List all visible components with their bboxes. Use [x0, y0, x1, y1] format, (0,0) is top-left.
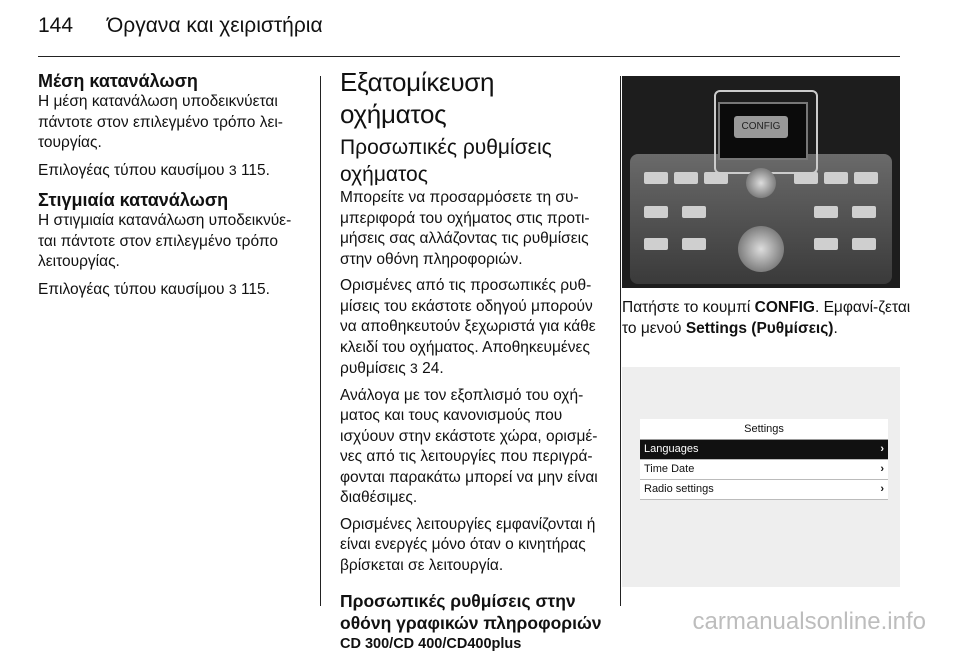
settings-title: Settings: [640, 419, 888, 440]
paragraph: Η στιγμιαία κατανάλωση υποδεικνύε-ται πάντοτε στον επιλεγμένο τρόπο λειτουργίας.: [38, 212, 292, 270]
paragraph: Η μέση κατανάλωση υποδεικνύεται πάντοτε στον επιλεγμένο τρόπο λει-τουργίας.: [38, 93, 283, 151]
preset-button: [674, 172, 698, 184]
column-1: [38, 70, 303, 306]
preset-button: [854, 172, 878, 184]
cross-reference: Επιλογέας τύπου καυσίμου 3 115.: [38, 161, 270, 179]
settings-screen-image: [622, 367, 900, 587]
volume-knob: [746, 168, 776, 198]
page-ref-icon: 3: [410, 360, 418, 376]
function-button: [644, 206, 668, 218]
paragraph: Μπορείτε να προσαρμόσετε τη συ-μπεριφορά του οχήματος στις προτι-μήσεις σας αλλάζοντας τις ρυθμίσεις στην οθόνη πληροφοριών.: [340, 189, 590, 268]
menu-item-radio-settings: Radio settings ›: [640, 480, 888, 500]
chevron-right-icon: ›: [880, 463, 884, 475]
header-rule: [38, 56, 900, 57]
chevron-right-icon: ›: [880, 443, 884, 455]
function-button: [814, 238, 838, 250]
page-number: 144: [38, 14, 74, 37]
caption: Πατήστε το κουμπί CONFIG. Εμφανί-ζεται το μενού Settings (Ρυθμίσεις).: [622, 299, 911, 337]
section-title: Προσωπικές ρυθμίσεις οχήματος: [340, 136, 552, 186]
function-button: [644, 238, 668, 250]
column-2: [340, 66, 606, 652]
watermark: carmanualsonline.info: [692, 608, 926, 635]
dashboard-photo: [622, 76, 900, 288]
preset-button: [704, 172, 728, 184]
menu-item-languages: Languages ›: [640, 440, 888, 460]
cross-reference: Επιλογέας τύπου καυσίμου 3 115.: [38, 280, 270, 298]
heading-average-consumption: Μέση κατανάλωση: [38, 71, 198, 91]
column-divider: [320, 76, 321, 606]
menu-knob: [738, 226, 784, 272]
function-button: [682, 206, 706, 218]
paragraph: Ορισμένες λειτουργίες εμφανίζονται ή είναι ενεργές μόνο όταν ο κινητήρας βρίσκεται σε λειτουργία.: [340, 515, 596, 574]
paragraph: Ορισμένες από τις προσωπικές ρυθ-μίσεις του εκάστοτε οδηγού μπορούν να αποθηκευτούν ξεχωριστά για κάθε κλειδί του οχήματος. Αποθηκευμένες ρυθμίσεις 3 24.: [340, 277, 596, 377]
paragraph: Ανάλογα με τον εξοπλισμό του οχή-ματος και τους κανονισμούς που ισχύουν στην εκάστοτε χώρα, ορισμέ-νες από τις λειτουργίες που περιγρά-φονται παρακάτω μπορεί να μην είναι διαθέσιμες.: [340, 386, 598, 506]
config-button: CONFIG: [734, 116, 788, 138]
preset-button: [644, 172, 668, 184]
page-ref-icon: 3: [228, 161, 237, 178]
chevron-right-icon: ›: [880, 483, 884, 495]
preset-button: [824, 172, 848, 184]
heading-instant-consumption: Στιγμιαία κατανάλωση: [38, 190, 229, 210]
settings-menu: [640, 419, 888, 500]
function-button: [814, 206, 838, 218]
function-button: [852, 206, 876, 218]
chapter-title: Όργανα και χειριστήρια: [107, 14, 323, 37]
model-list: CD 300/CD 400/CD400plus: [340, 636, 522, 652]
function-button: [682, 238, 706, 250]
preset-button: [794, 172, 818, 184]
page-ref-icon: 3: [228, 280, 237, 297]
subsection-title: Προσωπικές ρυθμίσεις στην οθόνη γραφικών πληροφοριών: [340, 591, 602, 633]
page-header: [38, 14, 323, 38]
function-button: [852, 238, 876, 250]
column-divider: [620, 76, 621, 606]
main-title: Εξατομίκευση οχήματος: [340, 67, 495, 129]
column-3: [622, 64, 912, 587]
menu-item-time-date: Time Date ›: [640, 460, 888, 480]
